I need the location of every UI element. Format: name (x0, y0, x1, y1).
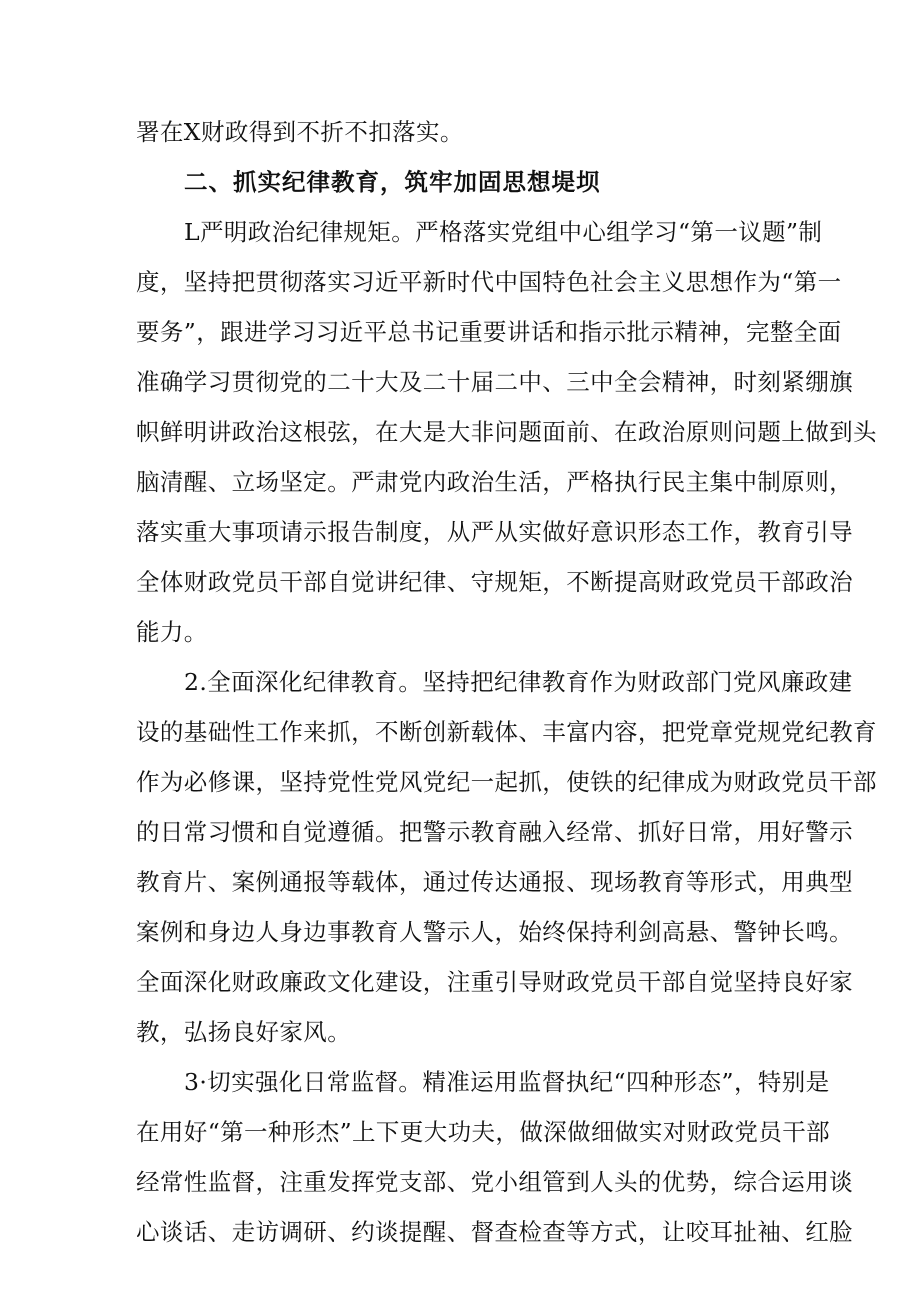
paragraph-line: 设的基础性工作来抓，不断创新载体、丰富内容，把党章党规党纪教育 (136, 718, 877, 746)
paragraph-line: 案例和身边人身边事教育人警示人，始终保持利剑高悬、警钟长鸣。 (136, 918, 853, 946)
paragraph-line: 要务”，跟进学习习近平总书记重要讲话和指示批示精神，完整全面 (136, 318, 842, 346)
paragraph-line: 心谈话、走访调研、约谈提醒、督查检查等方式，让咬耳扯袖、红脸 (136, 1218, 853, 1246)
paragraph-line: 经常性监督，注重发挥党支部、党小组管到人头的优势，综合运用谈 (136, 1168, 853, 1196)
paragraph-line: 的日常习惯和自觉遵循。把警示教育融入经常、抓好日常，用好警示 (136, 818, 853, 846)
paragraph-line: L严明政治纪律规矩。严格落实党组中心组学习“第一议题”制 (184, 218, 823, 246)
paragraph-line: 全面深化财政廉政文化建设，注重引导财政党员干部自觉坚持良好家 (136, 968, 853, 996)
paragraph-line: 全体财政党员干部自觉讲纪律、守规矩，不断提高财政党员干部政治 (136, 568, 853, 596)
paragraph-line: 署在X财政得到不折不扣落实。 (136, 118, 464, 146)
paragraph-line: 准确学习贯彻党的二十大及二十届二中、三中全会精神，时刻紧绷旗 (136, 368, 853, 396)
paragraph-line: 度，坚持把贯彻落实习近平新时代中国特色社会主义思想作为“第一 (136, 268, 842, 296)
paragraph-line: 教育片、案例通报等载体，通过传达通报、现场教育等形式，用典型 (136, 868, 853, 896)
paragraph-line: 落实重大事项请示报告制度，从严从实做好意识形态工作，教育引导 (136, 518, 853, 546)
paragraph-line: 教，弘扬良好家风。 (136, 1018, 352, 1046)
paragraph-line: 作为必修课，坚持党性党风党纪一起抓，使铁的纪律成为财政党员干部 (136, 768, 877, 796)
paragraph-line: 能力。 (136, 618, 208, 646)
paragraph-line: 3·切实强化日常监督。精准运用监督执纪“四种形态”，特别是 (184, 1068, 830, 1096)
paragraph-line: 在用好“第一种形杰”上下更大功夫，做深做细做实对财政党员干部 (136, 1118, 831, 1146)
section-heading: 二、抓实纪律教育，筑牢加固思想堤坝 (184, 168, 601, 196)
paragraph-line: 脑清醒、立场坚定。严肃党内政治生活，严格执行民主集中制原则， (136, 468, 853, 496)
paragraph-line: 2.全面深化纪律教育。坚持把纪律教育作为财政部门党风廉政建 (184, 668, 853, 696)
paragraph-line: 帜鲜明讲政治这根弦，在大是大非问题面前、在政治原则问题上做到头 (136, 418, 877, 446)
